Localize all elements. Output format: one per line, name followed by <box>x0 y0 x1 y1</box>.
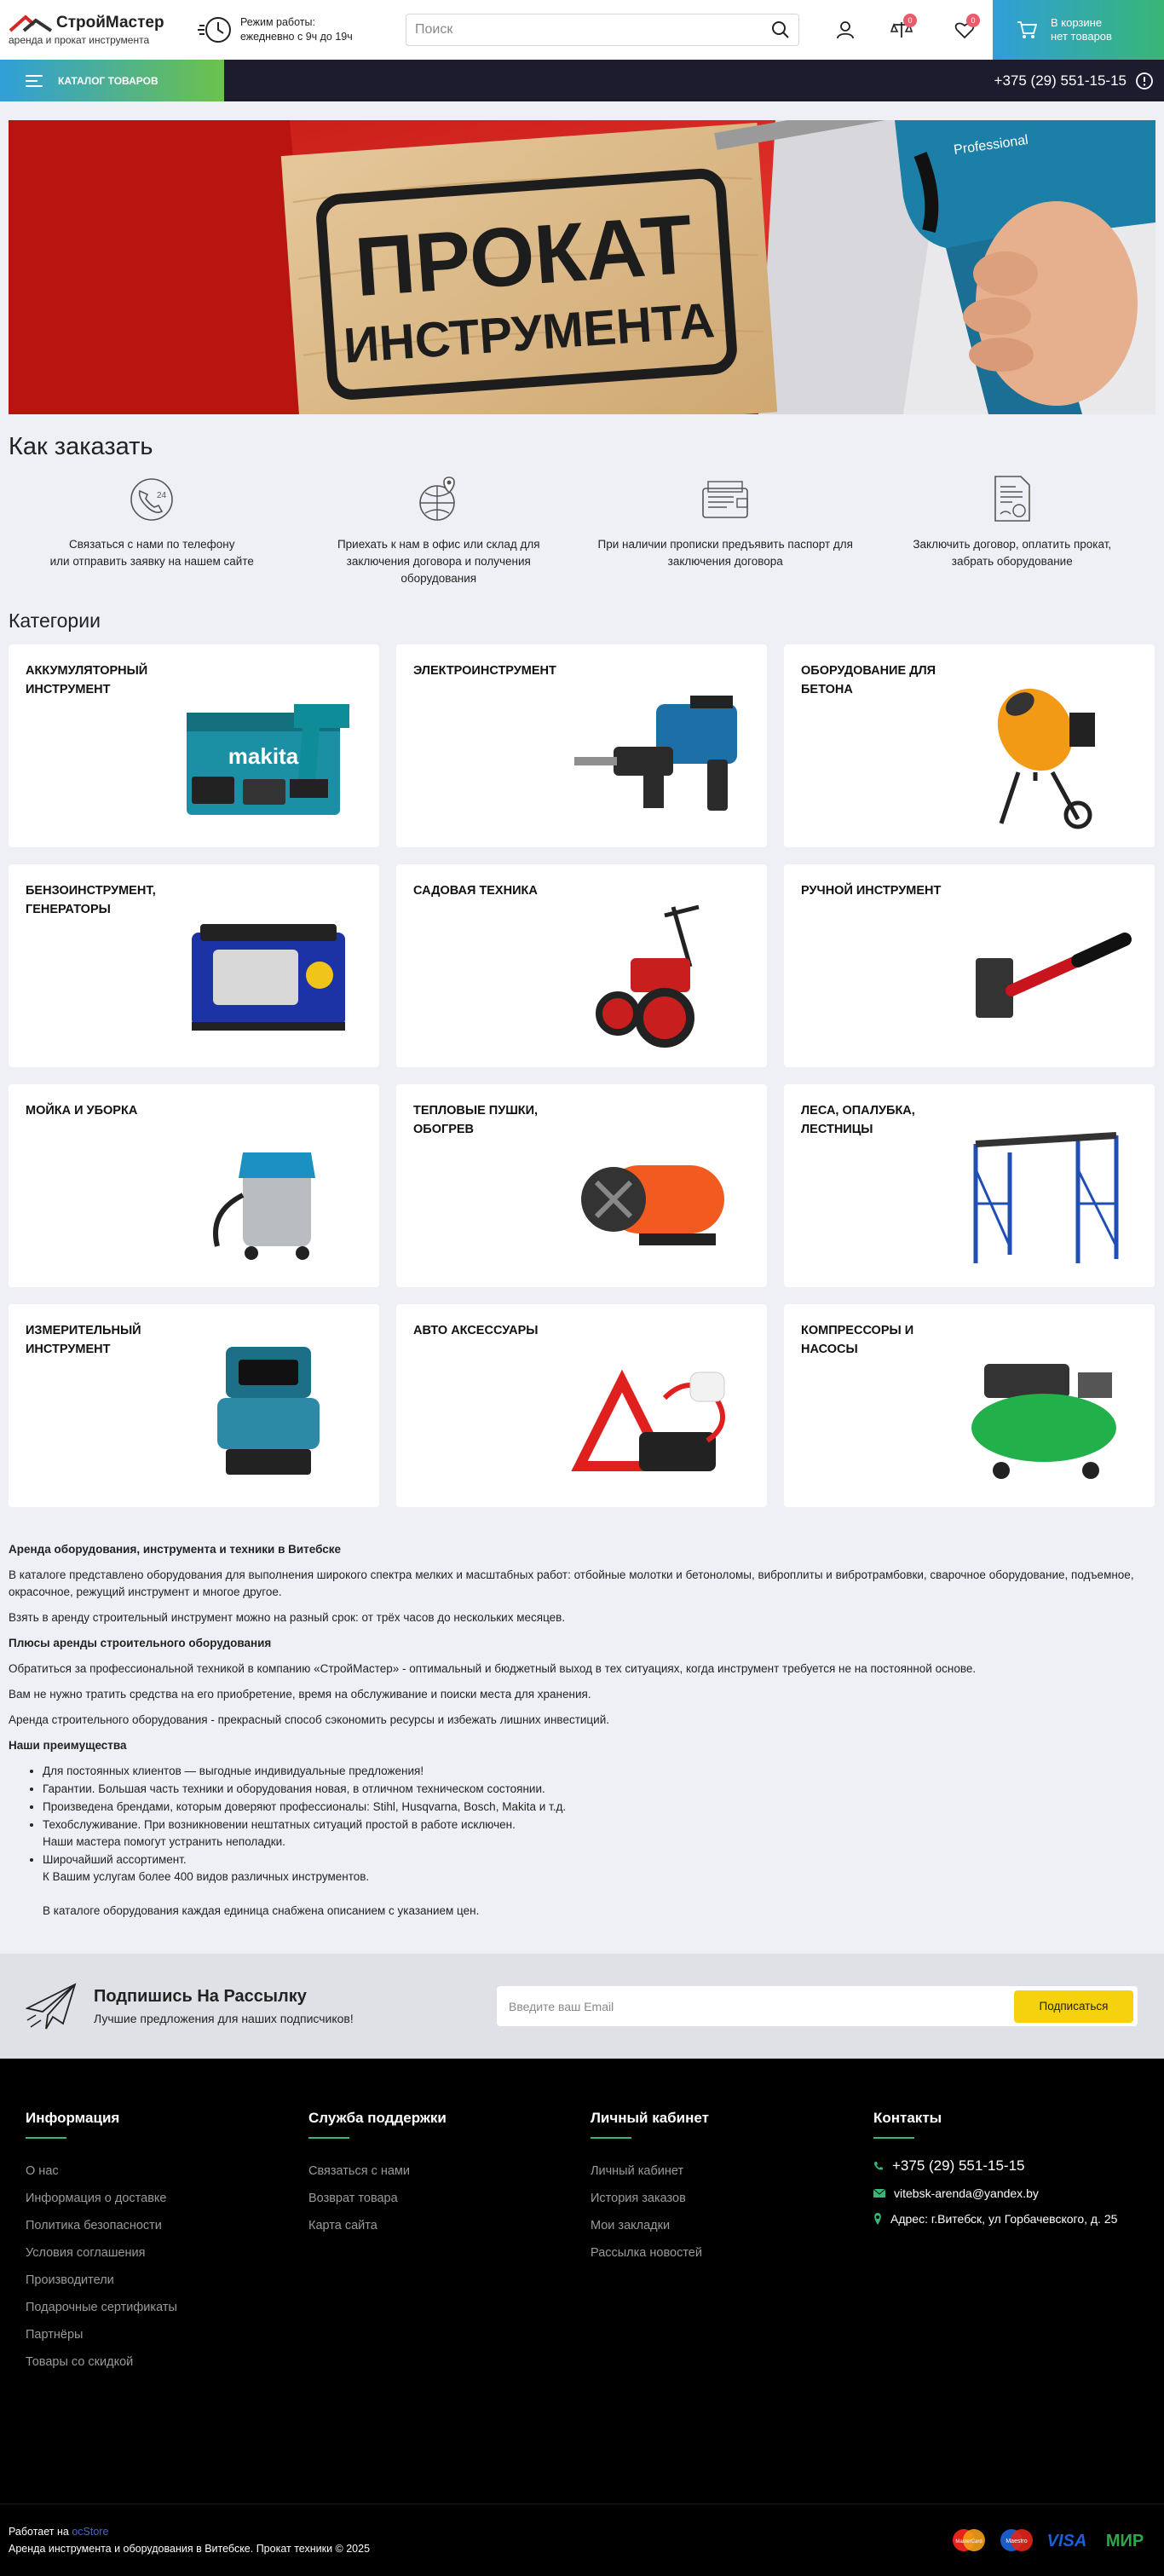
maestro-icon <box>997 2528 1036 2552</box>
catalog-menu-button[interactable] <box>0 60 224 101</box>
footer-link[interactable]: Рассылка новостей <box>591 2246 702 2260</box>
category-card[interactable] <box>396 864 767 1067</box>
contact-phone[interactable] <box>873 2157 1146 2175</box>
air-compressor-image <box>950 1338 1138 1492</box>
footer-link[interactable]: Партнёры <box>26 2328 84 2342</box>
schedule-hours: ежедневно с 9ч до 19ч <box>240 31 353 43</box>
maestro-label: Maestro <box>1006 2538 1028 2544</box>
contact-email-text: vitebsk-arenda@yandex.by <box>894 2186 1039 2200</box>
advantages-list <box>43 1763 1155 1920</box>
footer-link[interactable]: Подарочные сертификаты <box>26 2301 177 2314</box>
seo-paragraph: Вам не нужно тратить средства на его приобретение, время на обслуживание и поиски места для хранения. <box>9 1688 591 1701</box>
account-button[interactable] <box>828 13 862 47</box>
paper-plane-icon <box>26 1983 77 2030</box>
case-brand-label: makita <box>228 743 299 769</box>
category-card[interactable] <box>784 644 1155 847</box>
search-icon[interactable] <box>771 20 790 39</box>
location-pin-icon <box>873 2213 882 2225</box>
how-to-order-title: Как заказать <box>9 433 153 460</box>
search-input[interactable] <box>415 22 771 38</box>
line-laser-level-image <box>175 1338 362 1492</box>
petrol-generator-image <box>175 898 362 1052</box>
footer-column-title: Служба поддержки <box>308 2110 447 2126</box>
hamburger-icon <box>26 75 43 87</box>
contact-email[interactable] <box>873 2186 1146 2200</box>
footer-link[interactable]: Возврат товара <box>308 2192 398 2205</box>
order-step-text: Заключить договор, оплатить прокат, забрать оборудование <box>913 538 1112 568</box>
promo-banner[interactable] <box>9 120 1155 414</box>
cart-label: В корзине <box>1051 16 1103 29</box>
footer-link[interactable]: Информация о доставке <box>26 2192 167 2205</box>
mir-icon <box>1098 2528 1152 2552</box>
scaffolding-image <box>950 1118 1138 1272</box>
powered-by-prefix: Работает на <box>9 2526 69 2538</box>
phone-24-icon <box>128 476 176 523</box>
divider <box>26 2137 66 2139</box>
category-card[interactable] <box>9 644 379 847</box>
list-item: • Гарантии. Большая часть техники и оборудования новая, в отличном техническом состоянии. <box>43 1781 1155 1798</box>
compare-count-badge: 0 <box>903 14 917 27</box>
list-item: • Техобслуживание. При возникновении нештатных ситуаций простой в работе исключен. Наши мастера помогут устранить неполадки. <box>43 1816 1155 1851</box>
categories-title: Категории <box>9 609 101 632</box>
compare-button[interactable] <box>885 13 919 47</box>
footer-column-info <box>26 2110 298 2376</box>
logo-subtitle: аренда и прокат инструмента <box>9 34 150 46</box>
category-title: БЕНЗОИНСТРУМЕНТ, ГЕНЕРАТОРЫ <box>26 884 156 916</box>
contact-phone-text: +375 (29) 551-15-15 <box>892 2157 1025 2174</box>
cart-status: нет товаров <box>1051 30 1112 43</box>
list-item: • Произведена брендами, которым доверяют профессионалы: Stihl, Husqvarna, Bosch, Makita и т.д. <box>43 1799 1155 1816</box>
wishlist-button[interactable] <box>948 13 982 47</box>
globe-location-icon <box>415 476 463 523</box>
category-title: КОМПРЕССОРЫ И НАСОСЫ <box>801 1324 914 1356</box>
category-card[interactable] <box>9 1084 379 1287</box>
category-title: АККУМУЛЯТОРНЫЙ ИНСТРУМЕНТ <box>26 664 148 696</box>
cart-icon <box>1017 20 1037 39</box>
banner-title-line1: ПРОКАТ <box>352 196 696 315</box>
newsletter-section <box>0 1954 1164 2059</box>
divider <box>591 2137 631 2139</box>
order-step <box>582 473 869 587</box>
logo-title: СтройМастер <box>56 14 164 32</box>
category-title: ЛЕСА, ОПАЛУБКА, ЛЕСТНИЦЫ <box>801 1104 915 1136</box>
info-icon[interactable] <box>1135 72 1154 90</box>
roof-logo-icon <box>9 14 53 32</box>
category-card[interactable] <box>9 1304 379 1507</box>
header <box>0 0 1164 60</box>
header-phone-number: +375 (29) 551-15-15 <box>994 72 1127 89</box>
seo-heading-1: Аренда оборудования, инструмента и техники в Витебске <box>9 1543 342 1556</box>
divider <box>873 2137 914 2139</box>
newsletter-subtitle: Лучшие предложения для наших подписчиков! <box>94 2012 354 2025</box>
contract-document-icon <box>990 475 1034 524</box>
payment-methods <box>949 2528 1152 2552</box>
car-emergency-kit-image <box>562 1338 750 1492</box>
newsletter-email-input[interactable] <box>509 2000 1014 2013</box>
svg-text:24: 24 <box>157 491 167 500</box>
schedule-label: Режим работы: <box>240 16 315 28</box>
footer-link[interactable]: Карта сайта <box>308 2219 377 2232</box>
footer-link[interactable]: Товары со скидкой <box>26 2355 134 2369</box>
concrete-mixer-image <box>950 679 1138 832</box>
category-title: ЭЛЕКТРОИНСТРУМЕНТ <box>413 664 556 678</box>
category-card[interactable] <box>396 1304 767 1507</box>
category-card[interactable] <box>396 644 767 847</box>
order-step-text: При наличии прописки предъявить паспорт для заключения договора <box>597 538 853 568</box>
work-schedule <box>198 15 394 44</box>
mir-label: МИР <box>1105 2532 1144 2550</box>
subscribe-button[interactable]: Подписаться <box>1014 1990 1133 2023</box>
footer-bottom <box>0 2504 1164 2576</box>
demolition-hammer-image <box>562 679 750 832</box>
order-step <box>9 473 296 587</box>
list-item: • Широчайший ассортимент. К Вашим услугам более 400 видов различных инструментов. В каталоге оборудования каждая единица снабжена описанием с указанием цен. <box>43 1851 1155 1920</box>
footer-column-title: Контакты <box>873 2110 942 2126</box>
category-title: АВТО АКСЕССУАРЫ <box>413 1324 539 1337</box>
divider <box>308 2137 349 2139</box>
seo-paragraph: В каталоге представлено оборудования для выполнения широкого спектра мелких и масштабных работ: отбойные молотки и бетоноломы, виброплиты и вибротрамбовки, сварочное оборудование, подъемное, окрасочное, режущий инструмент и многое другое. <box>9 1568 1134 1598</box>
cordless-drill-image <box>175 679 362 832</box>
cart-button[interactable] <box>993 0 1164 60</box>
category-title: ТЕПЛОВЫЕ ПУШКИ, ОБОГРЕВ <box>413 1104 539 1136</box>
newsletter-form <box>497 1986 1138 2026</box>
category-title: ОБОРУДОВАНИЕ ДЛЯ БЕТОНА <box>801 664 936 696</box>
category-title: ИЗМЕРИТЕЛЬНЫЙ ИНСТРУМЕНТ <box>26 1324 141 1356</box>
copyright: Аренда инструмента и оборудования в Витебске. Прокат техники © 2025 <box>9 2543 371 2555</box>
order-step <box>869 473 1156 587</box>
order-step-text: Приехать к нам в офис или склад для заключения договора и получения оборудования <box>337 538 540 585</box>
catalog-label: КАТАЛОГ ТОВАРОВ <box>58 74 158 87</box>
order-step-text: Связаться с нами по телефону или отправить заявку на нашем сайте <box>49 538 254 568</box>
visa-label: VISA <box>1046 2532 1087 2550</box>
footer-column-contacts <box>873 2110 1146 2238</box>
footer <box>0 2059 1164 2504</box>
wallet-passport-icon <box>700 478 751 521</box>
seo-paragraph: Аренда строительного оборудования - прекрасный способ сэкономить ресурсы и избежать лишних инвестиций. <box>9 1713 609 1726</box>
footer-column-title: Информация <box>26 2110 120 2126</box>
logo[interactable] <box>0 14 179 46</box>
footer-column-account <box>591 2110 863 2267</box>
order-step <box>296 473 583 587</box>
category-card[interactable] <box>9 864 379 1067</box>
category-card[interactable] <box>784 1304 1155 1507</box>
contact-address <box>873 2212 1146 2226</box>
contact-address-text: Адрес: г.Витебск, ул Горбачевского, д. 25 <box>890 2212 1118 2226</box>
sledgehammer-image <box>950 898 1138 1052</box>
category-grid <box>0 644 1164 1507</box>
footer-link[interactable]: Личный кабинет <box>591 2164 684 2178</box>
footer-link[interactable]: Производители <box>26 2273 114 2287</box>
footer-link[interactable]: О нас <box>26 2164 59 2178</box>
footer-link[interactable]: Политика безопасности <box>26 2219 162 2232</box>
visa-icon <box>1045 2528 1089 2552</box>
search-box <box>406 14 799 46</box>
drill-brand-label: Professional <box>953 132 1029 158</box>
order-steps <box>0 473 1164 587</box>
mail-icon <box>873 2189 885 2198</box>
footer-link[interactable]: Мои закладки <box>591 2219 671 2232</box>
seo-text <box>0 1541 1164 1920</box>
user-icon <box>835 20 856 40</box>
category-title: САДОВАЯ ТЕХНИКА <box>413 884 538 898</box>
footer-column-support <box>308 2110 581 2239</box>
powered-by <box>9 2523 370 2540</box>
banner-image <box>9 120 1155 414</box>
list-item: • Для постоянных клиентов — выгодные индивидуальные предложения! <box>43 1763 1155 1780</box>
banner-title-line2: ИНСТРУМЕНТА <box>342 292 717 374</box>
clock-icon <box>198 15 233 44</box>
category-card[interactable] <box>784 1084 1155 1287</box>
seo-heading-3: Наши преимущества <box>9 1739 127 1752</box>
seo-heading-2: Плюсы аренды строительного оборудования <box>9 1637 272 1649</box>
wet-dry-vacuum-image <box>175 1118 362 1272</box>
footer-link[interactable]: Условия соглашения <box>26 2246 146 2260</box>
newsletter-title: Подпишись На Рассылку <box>94 1987 307 2006</box>
footer-link[interactable]: Связаться с нами <box>308 2164 411 2178</box>
ocstore-link[interactable]: ocStore <box>72 2526 109 2538</box>
footer-link[interactable]: История заказов <box>591 2192 686 2205</box>
footer-column-title: Личный кабинет <box>591 2110 709 2126</box>
wishlist-count-badge: 0 <box>966 14 980 27</box>
mastercard-icon <box>949 2528 988 2552</box>
category-card[interactable] <box>396 1084 767 1287</box>
category-title: РУЧНОЙ ИНСТРУМЕНТ <box>801 884 942 898</box>
category-title: МОЙКА И УБОРКА <box>26 1104 138 1118</box>
gas-heat-gun-image <box>562 1118 750 1272</box>
phone-icon <box>873 2161 884 2171</box>
seo-paragraph: Взять в аренду строительный инструмент можно на разный срок: от трёх часов до нескольких месяцев. <box>9 1611 566 1624</box>
header-phone[interactable] <box>994 60 1154 101</box>
seo-paragraph: Обратиться за профессиональной техникой в компанию «СтройМастер» - оптимальный и бюджетный выход в тех ситуациях, когда инструмент требуется не на постоянной основе. <box>9 1662 977 1675</box>
motor-cultivator-image <box>562 898 750 1052</box>
main-nav <box>0 60 1164 101</box>
category-card[interactable] <box>784 864 1155 1067</box>
mastercard-label: MasterCard <box>955 2539 982 2544</box>
